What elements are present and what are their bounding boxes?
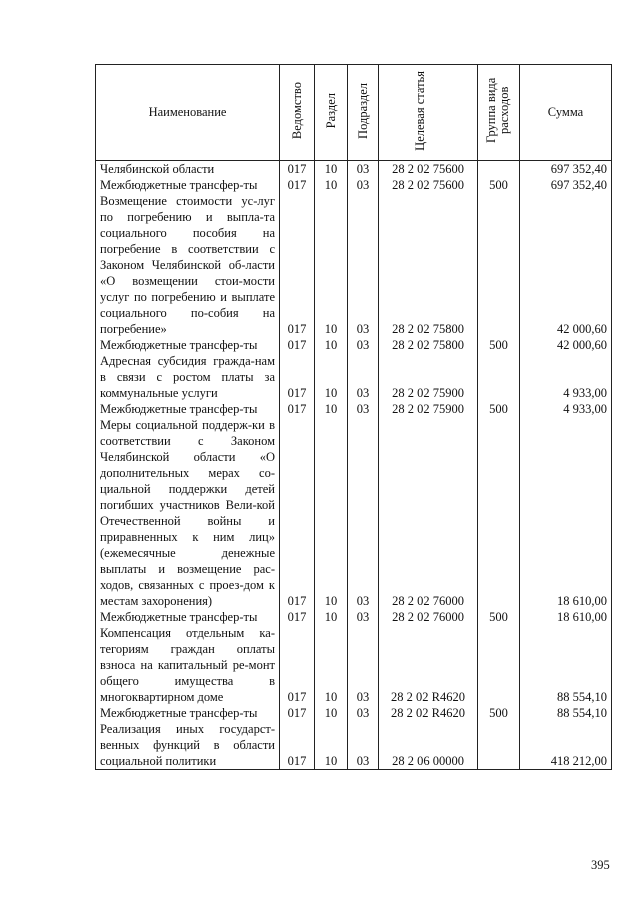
- table-row: [96, 161, 612, 178]
- cell-celevaya-statya: 28 2 02 76000: [379, 417, 478, 609]
- cell-podrazdel: 03: [348, 625, 379, 705]
- cell-podrazdel: 03: [348, 401, 379, 417]
- cell-vedomstvo: 017: [280, 609, 315, 625]
- cell-name: Челябинской области: [96, 161, 280, 178]
- header-celevaya-statya: Целевая статья: [379, 65, 478, 161]
- cell-celevaya-statya: 28 2 02 R4620: [379, 625, 478, 705]
- cell-podrazdel: 03: [348, 609, 379, 625]
- header-podrazdel: Подраздел: [348, 65, 379, 161]
- cell-summa: 697 352,40: [520, 161, 612, 178]
- cell-vedomstvo: 017: [280, 337, 315, 353]
- cell-razdel: 10: [315, 401, 348, 417]
- header-gruppa-vida-rashodov: Группа вида расходов: [478, 65, 520, 161]
- cell-razdel: 10: [315, 353, 348, 401]
- cell-celevaya-statya: 28 2 02 76000: [379, 609, 478, 625]
- cell-razdel: 10: [315, 721, 348, 770]
- cell-podrazdel: 03: [348, 417, 379, 609]
- table-row: [96, 625, 612, 705]
- cell-summa: 697 352,40: [520, 177, 612, 193]
- table-header-row: [96, 65, 612, 161]
- cell-vedomstvo: 017: [280, 193, 315, 337]
- cell-name: Возмещение стоимости ус-луг по погребению и выпла-та социального пособия на погребение в соответствии с Законом Челябинской об-ласти «О возмещении стои-мости услуг по погребению и выплате социального по-собия на погребение»: [96, 193, 280, 337]
- cell-summa: 4 933,00: [520, 401, 612, 417]
- budget-table-sheet: [95, 64, 611, 770]
- cell-celevaya-statya: 28 2 02 75600: [379, 177, 478, 193]
- cell-summa: 18 610,00: [520, 417, 612, 609]
- table-row: [96, 193, 612, 337]
- cell-celevaya-statya: 28 2 02 75800: [379, 337, 478, 353]
- cell-name: Межбюджетные трансфер-ты: [96, 401, 280, 417]
- cell-name: Межбюджетные трансфер-ты: [96, 177, 280, 193]
- cell-summa: 18 610,00: [520, 609, 612, 625]
- cell-summa: 418 212,00: [520, 721, 612, 770]
- cell-name: Межбюджетные трансфер-ты: [96, 337, 280, 353]
- table-row: [96, 401, 612, 417]
- table-row: [96, 705, 612, 721]
- cell-celevaya-statya: 28 2 02 75900: [379, 353, 478, 401]
- header-summa: Сумма: [520, 65, 612, 161]
- cell-celevaya-statya: 28 2 02 75800: [379, 193, 478, 337]
- page-number: 395: [591, 858, 610, 872]
- cell-name: Межбюджетные трансфер-ты: [96, 609, 280, 625]
- cell-razdel: 10: [315, 193, 348, 337]
- cell-podrazdel: 03: [348, 193, 379, 337]
- cell-gruppa-vida-rashodov: [478, 625, 520, 705]
- table-row: [96, 609, 612, 625]
- cell-razdel: 10: [315, 609, 348, 625]
- cell-razdel: 10: [315, 417, 348, 609]
- cell-celevaya-statya: 28 2 02 75900: [379, 401, 478, 417]
- cell-razdel: 10: [315, 705, 348, 721]
- cell-summa: 42 000,60: [520, 193, 612, 337]
- cell-celevaya-statya: 28 2 02 R4620: [379, 705, 478, 721]
- cell-podrazdel: 03: [348, 353, 379, 401]
- cell-razdel: 10: [315, 177, 348, 193]
- cell-gruppa-vida-rashodov: [478, 353, 520, 401]
- cell-podrazdel: 03: [348, 161, 379, 178]
- cell-podrazdel: 03: [348, 705, 379, 721]
- cell-vedomstvo: 017: [280, 721, 315, 770]
- cell-name: Меры социальной поддерж-ки в соответствии с Законом Челябинской области «О дополнительных мерах со-циальной поддержки детей погибших участников Вели-кой Отечественной войны и приравненных к ним лиц» (ежемесячные денежные выплаты и возмещение рас-ходов, связанных с проез-дом к местам захоронения): [96, 417, 280, 609]
- cell-gruppa-vida-rashodov: [478, 417, 520, 609]
- cell-gruppa-vida-rashodov: 500: [478, 609, 520, 625]
- cell-summa: 4 933,00: [520, 353, 612, 401]
- cell-razdel: 10: [315, 161, 348, 178]
- cell-celevaya-statya: 28 2 06 00000: [379, 721, 478, 770]
- cell-name: Компенсация отдельным ка-тегориям граждан оплаты взноса на капитальный ре-монт общего имущества в многоквартирном доме: [96, 625, 280, 705]
- cell-vedomstvo: 017: [280, 401, 315, 417]
- cell-name: Реализация иных государст-венных функций в области социальной политики: [96, 721, 280, 770]
- cell-razdel: 10: [315, 337, 348, 353]
- cell-vedomstvo: 017: [280, 625, 315, 705]
- table-row: [96, 721, 612, 770]
- cell-podrazdel: 03: [348, 177, 379, 193]
- cell-summa: 42 000,60: [520, 337, 612, 353]
- cell-gruppa-vida-rashodov: 500: [478, 705, 520, 721]
- cell-gruppa-vida-rashodov: 500: [478, 337, 520, 353]
- header-razdel: Раздел: [315, 65, 348, 161]
- cell-summa: 88 554,10: [520, 705, 612, 721]
- cell-celevaya-statya: 28 2 02 75600: [379, 161, 478, 178]
- cell-vedomstvo: 017: [280, 177, 315, 193]
- cell-razdel: 10: [315, 625, 348, 705]
- table-row: [96, 353, 612, 401]
- cell-gruppa-vida-rashodov: 500: [478, 177, 520, 193]
- table-row: [96, 417, 612, 609]
- budget-table: [95, 64, 612, 770]
- cell-gruppa-vida-rashodov: [478, 721, 520, 770]
- table-row: [96, 177, 612, 193]
- cell-podrazdel: 03: [348, 337, 379, 353]
- cell-gruppa-vida-rashodov: 500: [478, 401, 520, 417]
- cell-summa: 88 554,10: [520, 625, 612, 705]
- header-vedomstvo: Ведомство: [280, 65, 315, 161]
- cell-vedomstvo: 017: [280, 353, 315, 401]
- table-row: [96, 337, 612, 353]
- cell-name: Межбюджетные трансфер-ты: [96, 705, 280, 721]
- cell-vedomstvo: 017: [280, 417, 315, 609]
- header-name: Наименование: [96, 65, 280, 161]
- cell-vedomstvo: 017: [280, 705, 315, 721]
- cell-name: Адресная субсидия гражда-нам в связи с ростом платы за коммунальные услуги: [96, 353, 280, 401]
- cell-gruppa-vida-rashodov: [478, 193, 520, 337]
- cell-vedomstvo: 017: [280, 161, 315, 178]
- cell-podrazdel: 03: [348, 721, 379, 770]
- cell-gruppa-vida-rashodov: [478, 161, 520, 178]
